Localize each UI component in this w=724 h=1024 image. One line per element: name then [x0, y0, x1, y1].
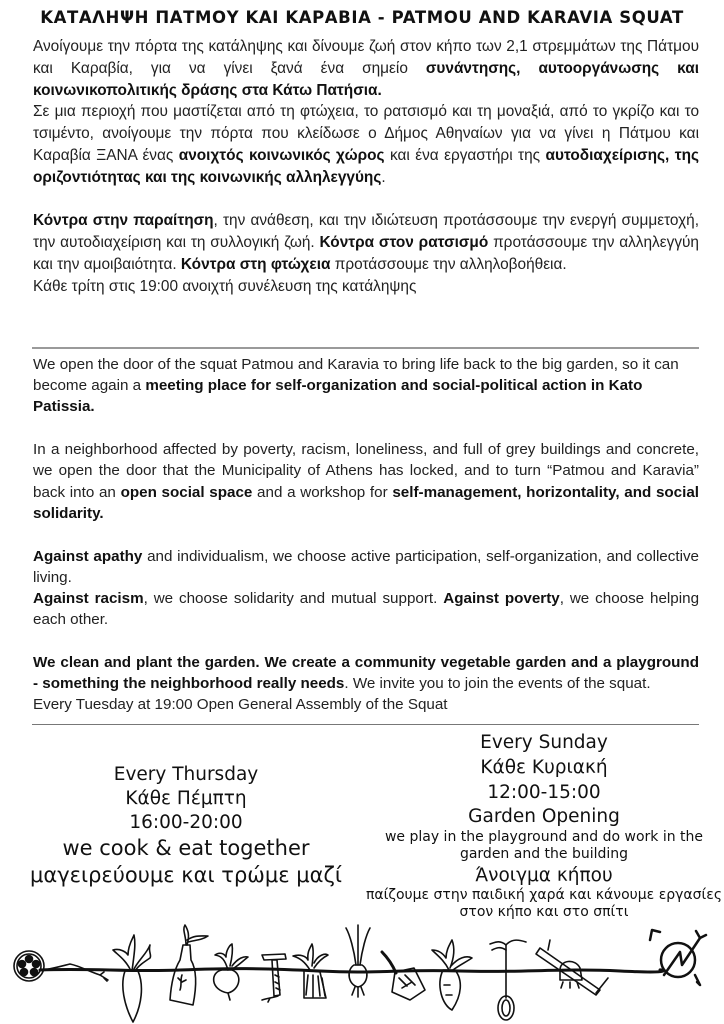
greek-paragraph-3: Κόντρα στην παραίτηση, την ανάθεση, και την ιδιώτευση προτάσσουμε την ενεργή συμμετοχή, την αυτοδιαχείριση και τη συλλογική ζωή. Κόντρα στον ρατσισμό προτάσσουμε την αλληλεγγύη και την αμοιβαιότητα. Κόντρα στη φτώχεια προτάσσουμε την αλληλοβοήθεια. — [33, 212, 699, 273]
event-activity-en: we cook & eat together — [62, 836, 310, 860]
event-day-en: Every Thursday — [113, 764, 259, 785]
frying-pan-icon — [382, 952, 425, 1000]
english-paragraph-5: We clean and plant the garden. We create a community vegetable garden and a playground - something the neighborhood really needs. We invite you to join the events of the squat. — [33, 654, 699, 693]
garden-illustration — [0, 912, 724, 1024]
tire-swing-icon — [490, 940, 526, 1020]
english-paragraph-2: In a neighborhood affected by poverty, racism, loneliness, and full of grey buildings and concrete, we open the door that the Municipality of Athens has locked, and to turn “Patmou and Karavia” back into an open social space and a workshop for self-management, horizontality, and social solidarity. — [33, 441, 700, 522]
squat-symbol-icon — [650, 930, 706, 985]
carrot-icon — [113, 935, 151, 1022]
event-time: 16:00-20:00 — [129, 812, 243, 833]
divider — [32, 724, 699, 725]
carrot-icon — [432, 940, 472, 1010]
onion-icon — [346, 925, 370, 997]
english-assembly-note: Every Tuesday at 19:00 Open General Assembly of the Squat — [33, 696, 448, 714]
greek-paragraph-1: Ανοίγουμε την πόρτα της κατάληψης και δίνουμε ζωή στον κήπο των 2,1 στρεμμάτων της Πάτμου και Καραβία, για να γίνει ξανά ένα σημείο συνάντησης, αυτοοργάνωσης και κοινωνικοπολιτικής δράσης στα Κάτω Πατήσια. — [33, 38, 699, 99]
event-activity-gr: Άνοιγμα κήπου — [475, 865, 613, 886]
seesaw-icon — [536, 940, 608, 995]
sunday-event — [362, 730, 724, 921]
english-paragraph-4: Against racism, we choose solidarity and mutual support. Against poverty, we choose helping each other. — [33, 590, 700, 629]
event-description-en: we play in the playground and do work in the garden and the building — [384, 829, 704, 862]
event-day-gr: Κάθε Πέμπτη — [125, 788, 247, 809]
film-reel-icon — [14, 951, 108, 981]
hammer-icon — [262, 954, 286, 1002]
english-paragraph-3: Against apathy and individualism, we choose active participation, self-organization, and collective living. — [33, 547, 699, 586]
event-day-en: Every Sunday — [480, 732, 608, 753]
event-time: 12:00-15:00 — [487, 782, 601, 803]
english-text-block — [33, 354, 699, 716]
greek-paragraph-2: Σε μια περιοχή που μαστίζεται από τη φτώχεια, το ρατσισμό και τη μοναξιά, από το γκρίζο και το τσιμέντο, ανοίγουμε την πόρτα που κλείδωσε ο Δήμος Αθηναίων για να γίνει η Πάτμου και Καραβία ΞΑΝΑ ένας ανοιχτός κοινωνικός χώρος και ένα εργαστήρι της αυτοδιαχείρισης, της οριζοντιότητας και της κοινωνικής αλληλεγγύης. — [33, 103, 700, 186]
greek-text-block — [33, 36, 699, 297]
radish-icon — [214, 944, 248, 1000]
greek-assembly-note: Κάθε τρίτη στις 19:00 ανοιχτή συνέλευση της κατάληψης — [33, 277, 417, 295]
event-activity-en: Garden Opening — [468, 806, 620, 827]
bottle-sprout-icon — [170, 925, 208, 1005]
event-description-gr: παίζουμε στην παιδική χαρά και κάνουμε εργασίες στον κήπο και στο σπίτι — [365, 887, 723, 920]
page-title: ΚΑΤΑΛΗΨΗ ΠΑΤΜΟΥ ΚΑΙ ΚΑΡΑΒΙΑ - PATMOU AND KARAVIA SQUAT — [40, 8, 684, 27]
event-activity-gr: μαγειρεύουμε και τρώμε μαζί — [30, 863, 342, 887]
event-day-gr: Κάθε Κυριακή — [480, 757, 608, 778]
thursday-event — [0, 763, 372, 889]
divider — [32, 347, 699, 349]
english-paragraph-1: We open the door of the squat Patmou and Karavia τo bring life back to the big garden, so it can become again a meeting place for self-organization and social-political action in Kato Patissia. — [33, 356, 679, 416]
